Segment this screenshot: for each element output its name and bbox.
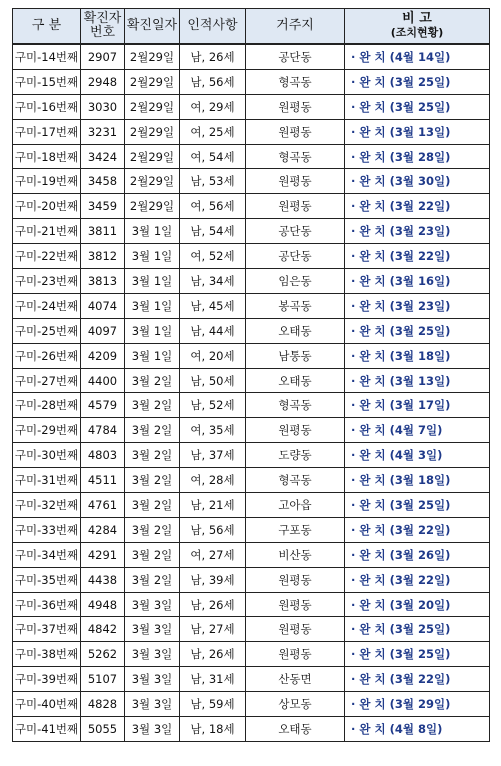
table-row: [13, 642, 490, 667]
table-row: [13, 69, 490, 94]
cell-number: 4074: [81, 293, 125, 318]
cell-note: · 완 치 (4월 14일): [345, 44, 490, 69]
cell-person: 여, 52세: [180, 244, 246, 269]
cell-residence: 형곡동: [246, 144, 345, 169]
cell-number: 5055: [81, 717, 125, 742]
cell-date: 3월 1일: [125, 318, 180, 343]
cell-number: 4761: [81, 493, 125, 518]
cell-residence: 원평동: [246, 617, 345, 642]
cell-note: · 완 치 (3월 25일): [345, 617, 490, 642]
cell-note: · 완 치 (3월 25일): [345, 642, 490, 667]
cell-date: 3월 2일: [125, 468, 180, 493]
cell-date: 3월 1일: [125, 343, 180, 368]
cell-person: 여, 35세: [180, 418, 246, 443]
cell-date: 2월29일: [125, 94, 180, 119]
table-row: [13, 343, 490, 368]
cell-case: 구미-14번째: [13, 44, 81, 69]
cell-residence: 오태동: [246, 318, 345, 343]
header-note-subtitle: (조치현황): [390, 26, 444, 39]
header-number: [81, 9, 125, 45]
cell-case: 구미-38번째: [13, 642, 81, 667]
cell-number: 3459: [81, 194, 125, 219]
cell-residence: 구포동: [246, 517, 345, 542]
cell-date: 3월 1일: [125, 244, 180, 269]
cell-date: 3월 3일: [125, 592, 180, 617]
cell-person: 남, 18세: [180, 717, 246, 742]
table-row: [13, 269, 490, 294]
cell-date: 3월 3일: [125, 642, 180, 667]
cell-number: 4400: [81, 368, 125, 393]
cell-note: · 완 치 (3월 18일): [345, 343, 490, 368]
cell-note: · 완 치 (3월 30일): [345, 169, 490, 194]
cell-residence: 오태동: [246, 717, 345, 742]
cell-number: 3231: [81, 119, 125, 144]
cell-case: 구미-22번째: [13, 244, 81, 269]
cell-residence: 산동면: [246, 667, 345, 692]
cell-person: 남, 52세: [180, 393, 246, 418]
header-case: 구 분: [13, 9, 81, 45]
cell-person: 여, 28세: [180, 468, 246, 493]
cell-note: · 완 치 (3월 22일): [345, 244, 490, 269]
cell-number: 5107: [81, 667, 125, 692]
cell-date: 2월29일: [125, 119, 180, 144]
cell-note: · 완 치 (3월 26일): [345, 542, 490, 567]
cell-note: · 완 치 (3월 18일): [345, 468, 490, 493]
cell-date: 3월 2일: [125, 393, 180, 418]
table-row: [13, 592, 490, 617]
cell-case: 구미-39번째: [13, 667, 81, 692]
header-date: 확진일자: [125, 9, 180, 45]
cell-case: 구미-20번째: [13, 194, 81, 219]
cell-person: 남, 53세: [180, 169, 246, 194]
cell-person: 남, 50세: [180, 368, 246, 393]
cell-person: 남, 44세: [180, 318, 246, 343]
case-table: [12, 8, 490, 742]
table-row: [13, 717, 490, 742]
cell-person: 남, 59세: [180, 692, 246, 717]
cell-note: · 완 치 (3월 23일): [345, 293, 490, 318]
cell-case: 구미-40번째: [13, 692, 81, 717]
table-row: [13, 667, 490, 692]
cell-person: 남, 26세: [180, 642, 246, 667]
cell-number: 4291: [81, 542, 125, 567]
cell-case: 구미-32번째: [13, 493, 81, 518]
cell-date: 3월 3일: [125, 617, 180, 642]
cell-case: 구미-37번째: [13, 617, 81, 642]
cell-note: · 완 치 (3월 23일): [345, 219, 490, 244]
cell-date: 3월 1일: [125, 269, 180, 294]
cell-case: 구미-17번째: [13, 119, 81, 144]
cell-note: · 완 치 (3월 25일): [345, 493, 490, 518]
cell-residence: 임은동: [246, 269, 345, 294]
cell-number: 4803: [81, 443, 125, 468]
table-row: [13, 692, 490, 717]
cell-person: 여, 54세: [180, 144, 246, 169]
cell-person: 남, 27세: [180, 617, 246, 642]
cell-date: 2월29일: [125, 44, 180, 69]
cell-residence: 상모동: [246, 692, 345, 717]
cell-note: · 완 치 (3월 22일): [345, 517, 490, 542]
cell-note: · 완 치 (3월 20일): [345, 592, 490, 617]
cell-number: 3811: [81, 219, 125, 244]
table-body: [13, 44, 490, 741]
table-row: [13, 119, 490, 144]
cell-person: 여, 25세: [180, 119, 246, 144]
cell-number: 4948: [81, 592, 125, 617]
table-row: [13, 393, 490, 418]
table-row: [13, 542, 490, 567]
cell-number: 3424: [81, 144, 125, 169]
cell-case: 구미-26번째: [13, 343, 81, 368]
table-row: [13, 567, 490, 592]
cell-residence: 비산동: [246, 542, 345, 567]
cell-residence: 원평동: [246, 169, 345, 194]
cell-case: 구미-28번째: [13, 393, 81, 418]
cell-number: 2948: [81, 69, 125, 94]
cell-residence: 봉곡동: [246, 293, 345, 318]
cell-number: 3812: [81, 244, 125, 269]
cell-date: 3월 2일: [125, 368, 180, 393]
cell-number: 4209: [81, 343, 125, 368]
cell-number: 4097: [81, 318, 125, 343]
cell-number: 5262: [81, 642, 125, 667]
cell-person: 남, 26세: [180, 44, 246, 69]
cell-residence: 원평동: [246, 418, 345, 443]
cell-residence: 형곡동: [246, 393, 345, 418]
table-header: [13, 9, 490, 45]
cell-case: 구미-29번째: [13, 418, 81, 443]
cell-number: 2907: [81, 44, 125, 69]
cell-residence: 원평동: [246, 642, 345, 667]
cell-note: · 완 치 (4월 3일): [345, 443, 490, 468]
cell-person: 남, 31세: [180, 667, 246, 692]
cell-case: 구미-19번째: [13, 169, 81, 194]
cell-note: · 완 치 (3월 22일): [345, 567, 490, 592]
cell-residence: 원평동: [246, 592, 345, 617]
cell-number: 3813: [81, 269, 125, 294]
cell-case: 구미-24번째: [13, 293, 81, 318]
cell-case: 구미-21번째: [13, 219, 81, 244]
header-person: 인적사항: [180, 9, 246, 45]
cell-case: 구미-23번째: [13, 269, 81, 294]
cell-person: 여, 27세: [180, 542, 246, 567]
cell-person: 남, 34세: [180, 269, 246, 294]
table-row: [13, 169, 490, 194]
cell-residence: 원평동: [246, 194, 345, 219]
table-row: [13, 44, 490, 69]
cell-residence: 원평동: [246, 119, 345, 144]
cell-number: 3030: [81, 94, 125, 119]
cell-number: 4438: [81, 567, 125, 592]
cell-note: · 완 치 (3월 29일): [345, 692, 490, 717]
cell-number: 4284: [81, 517, 125, 542]
cell-note: · 완 치 (3월 22일): [345, 667, 490, 692]
table-row: [13, 443, 490, 468]
cell-residence: 공단동: [246, 219, 345, 244]
table-row: [13, 617, 490, 642]
cell-note: · 완 치 (4월 7일): [345, 418, 490, 443]
cell-person: 남, 26세: [180, 592, 246, 617]
cell-case: 구미-31번째: [13, 468, 81, 493]
cell-case: 구미-33번째: [13, 517, 81, 542]
cell-date: 2월29일: [125, 169, 180, 194]
cell-person: 여, 29세: [180, 94, 246, 119]
cell-case: 구미-15번째: [13, 69, 81, 94]
cell-note: · 완 치 (3월 28일): [345, 144, 490, 169]
cell-residence: 오태동: [246, 368, 345, 393]
cell-residence: 형곡동: [246, 69, 345, 94]
table-row: [13, 517, 490, 542]
cell-date: 2월29일: [125, 144, 180, 169]
case-table-container: [12, 8, 489, 742]
cell-note: · 완 치 (3월 13일): [345, 119, 490, 144]
table-row: [13, 144, 490, 169]
cell-case: 구미-18번째: [13, 144, 81, 169]
table-row: [13, 293, 490, 318]
cell-date: 2월29일: [125, 194, 180, 219]
table-row: [13, 468, 490, 493]
cell-person: 남, 56세: [180, 69, 246, 94]
cell-residence: 공단동: [246, 244, 345, 269]
table-row: [13, 493, 490, 518]
cell-person: 남, 37세: [180, 443, 246, 468]
cell-number: 4842: [81, 617, 125, 642]
table-row: [13, 219, 490, 244]
cell-date: 3월 3일: [125, 692, 180, 717]
cell-case: 구미-30번째: [13, 443, 81, 468]
cell-number: 4784: [81, 418, 125, 443]
cell-date: 3월 2일: [125, 493, 180, 518]
cell-number: 3458: [81, 169, 125, 194]
cell-person: 여, 20세: [180, 343, 246, 368]
cell-person: 남, 45세: [180, 293, 246, 318]
table-row: [13, 318, 490, 343]
cell-case: 구미-16번째: [13, 94, 81, 119]
cell-date: 3월 2일: [125, 418, 180, 443]
cell-person: 남, 56세: [180, 517, 246, 542]
cell-case: 구미-35번째: [13, 567, 81, 592]
cell-note: · 완 치 (3월 25일): [345, 94, 490, 119]
header-row: [13, 9, 490, 45]
cell-date: 3월 1일: [125, 293, 180, 318]
cell-date: 3월 1일: [125, 219, 180, 244]
cell-residence: 원평동: [246, 567, 345, 592]
table-row: [13, 194, 490, 219]
header-residence: 거주지: [246, 9, 345, 45]
cell-note: · 완 치 (3월 16일): [345, 269, 490, 294]
cell-person: 남, 39세: [180, 567, 246, 592]
cell-case: 구미-36번째: [13, 592, 81, 617]
cell-residence: 원평동: [246, 94, 345, 119]
cell-residence: 도량동: [246, 443, 345, 468]
cell-note: · 완 치 (4월 8일): [345, 717, 490, 742]
cell-note: · 완 치 (3월 17일): [345, 393, 490, 418]
cell-number: 4579: [81, 393, 125, 418]
cell-residence: 남통동: [246, 343, 345, 368]
cell-date: 3월 2일: [125, 542, 180, 567]
cell-person: 남, 21세: [180, 493, 246, 518]
table-row: [13, 244, 490, 269]
cell-note: · 완 치 (3월 25일): [345, 69, 490, 94]
cell-note: · 완 치 (3월 25일): [345, 318, 490, 343]
header-note: [345, 9, 490, 45]
cell-residence: 고아읍: [246, 493, 345, 518]
cell-date: 2월29일: [125, 69, 180, 94]
cell-case: 구미-25번째: [13, 318, 81, 343]
cell-number: 4828: [81, 692, 125, 717]
cell-date: 3월 3일: [125, 717, 180, 742]
cell-date: 3월 3일: [125, 667, 180, 692]
cell-residence: 형곡동: [246, 468, 345, 493]
cell-date: 3월 2일: [125, 567, 180, 592]
table-row: [13, 418, 490, 443]
cell-note: · 완 치 (3월 13일): [345, 368, 490, 393]
cell-person: 남, 54세: [180, 219, 246, 244]
cell-note: · 완 치 (3월 22일): [345, 194, 490, 219]
table-row: [13, 368, 490, 393]
cell-date: 3월 2일: [125, 443, 180, 468]
cell-person: 여, 56세: [180, 194, 246, 219]
cell-case: 구미-34번째: [13, 542, 81, 567]
cell-number: 4511: [81, 468, 125, 493]
header-note-title: 비 고: [402, 11, 432, 26]
cell-residence: 공단동: [246, 44, 345, 69]
cell-case: 구미-41번째: [13, 717, 81, 742]
header-number-label: 확진자 번호: [83, 11, 122, 40]
table-row: [13, 94, 490, 119]
cell-date: 3월 2일: [125, 517, 180, 542]
cell-case: 구미-27번째: [13, 368, 81, 393]
